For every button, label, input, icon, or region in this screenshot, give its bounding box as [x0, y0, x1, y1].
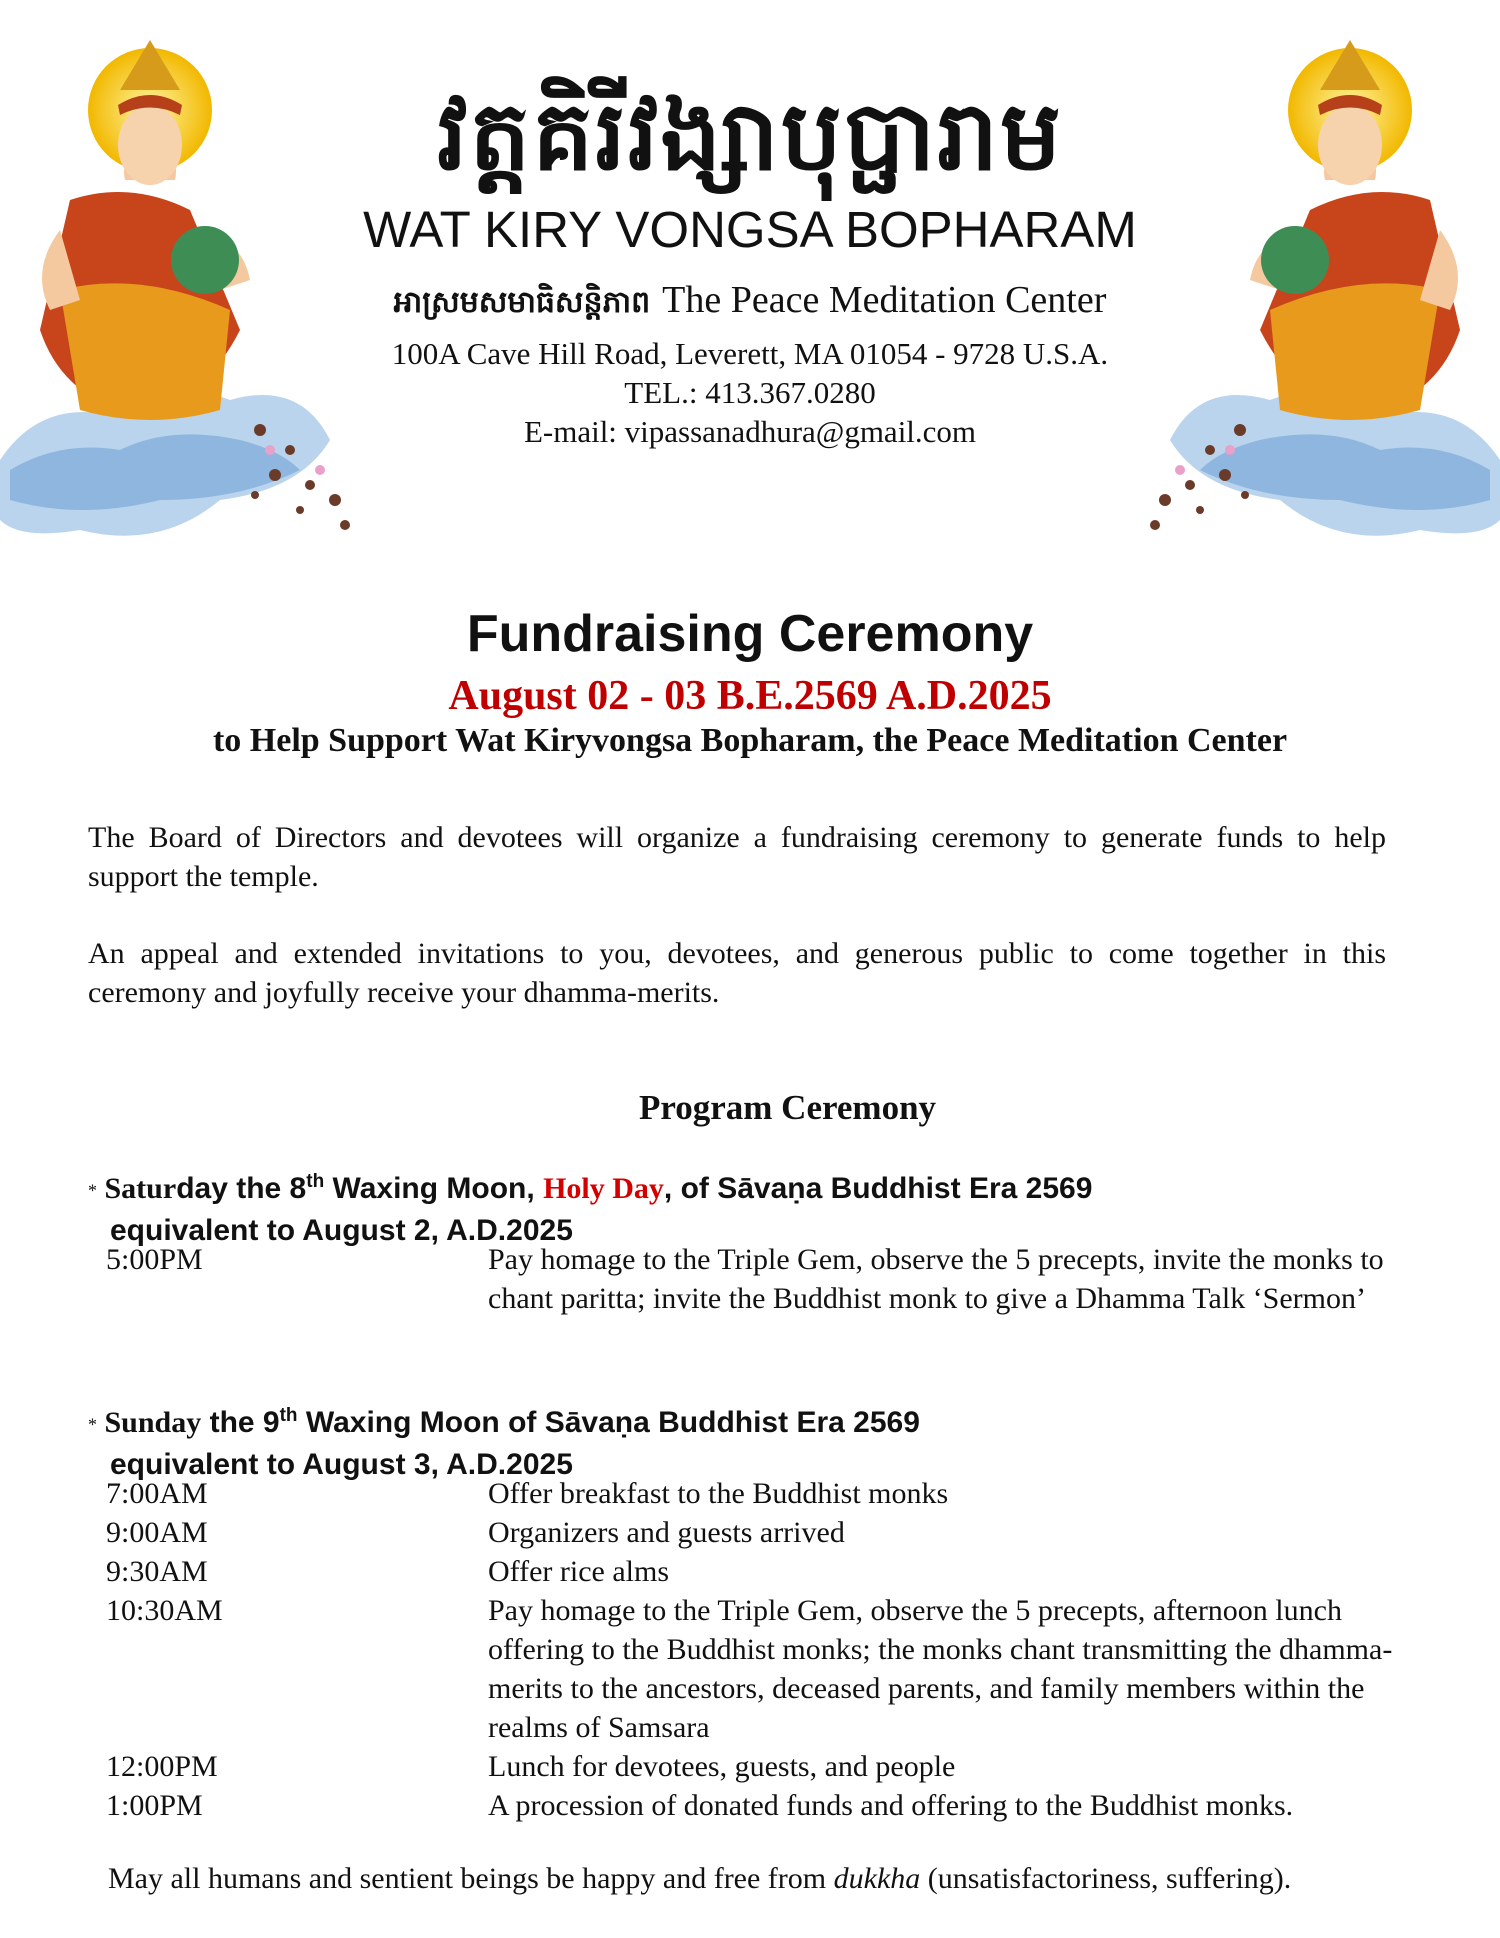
schedule-activity: Pay homage to the Triple Gem, observe the 5 precepts, invite the monks to chant paritta; invite the Buddhist monk to give a Dhamma Talk ‘Sermon’ — [488, 1243, 1384, 1315]
schedule-row — [106, 1552, 1406, 1591]
schedule-row — [106, 1747, 1406, 1786]
holy-day-label: Holy Day — [543, 1172, 664, 1205]
day2-schedule — [106, 1474, 1406, 1825]
schedule-activity: Offer rice alms — [488, 1555, 670, 1588]
day1-moon: Waxing Moon, — [324, 1172, 544, 1205]
schedule-activity: Pay homage to the Triple Gem, observe the 5 precepts, afternoon lunch offering to the Buddhist monks; the monks chant transmitting the dhamma-merits to the ancestors, deceased parents, and family members within the realms of Samsara — [488, 1594, 1393, 1744]
page-title: Fundraising Ceremony — [466, 605, 1034, 663]
center-subtitle — [300, 278, 1200, 327]
schedule-row — [106, 1513, 1406, 1552]
schedule-time: 7:00AM — [106, 1477, 208, 1510]
closing-text: May all humans and sentient beings be happy and free from — [108, 1862, 834, 1895]
schedule-activity: Organizers and guests arrived — [488, 1516, 845, 1549]
temple-name-english: WAT KIRY VONGSA BOPHARAM — [363, 201, 1137, 258]
intro-paragraph-2: An appeal and extended invitations to you, devotees, and generous public to come together in this ceremony and joyfully receive your dhamma-merits. — [88, 937, 1386, 1009]
address: 100A Cave Hill Road, Leverett, MA 01054 - 9728 U.S.A. — [391, 336, 1109, 371]
schedule-row — [106, 1786, 1406, 1825]
closing-definition: (unsatisfactoriness, suffering). — [920, 1862, 1292, 1895]
schedule-row — [106, 1240, 1406, 1318]
closing-term: dukkha — [833, 1862, 921, 1895]
intro-paragraph-1: The Board of Directors and devotees will organize a fundraising ceremony to generate funds to help support the temple. — [88, 821, 1386, 893]
schedule-time: 9:30AM — [106, 1555, 208, 1588]
day2-heading — [88, 1396, 920, 1484]
program-title: Program Ceremony — [638, 1088, 937, 1127]
schedule-activity: A procession of donated funds and offering to the Buddhist monks. — [488, 1789, 1294, 1822]
day2-day-part: Sunday — [104, 1406, 202, 1439]
day1-heading — [88, 1162, 1092, 1250]
schedule-time: 1:00PM — [106, 1789, 203, 1822]
day2-bullet: * — [88, 1414, 97, 1435]
day1-day-part: Satur — [104, 1172, 177, 1205]
schedule-time: 12:00PM — [106, 1750, 218, 1783]
day1-equivalent: equivalent to August 2, A.D.2025 — [110, 1213, 573, 1247]
schedule-time: 10:30AM — [106, 1594, 223, 1627]
day1-bullet: * — [88, 1180, 97, 1201]
center-subtitle-english: The Peace Meditation Center — [662, 279, 1107, 321]
schedule-row — [106, 1474, 1406, 1513]
day1-schedule — [106, 1240, 1406, 1318]
day1-ordinal: th — [306, 1171, 325, 1192]
event-dates: August 02 - 03 B.E.2569 A.D.2025 — [448, 673, 1052, 719]
schedule-time: 5:00PM — [106, 1243, 203, 1276]
temple-name-khmer: វត្តគិរីវង្សាបុប្ផារាម — [436, 80, 1064, 192]
telephone: TEL.: 413.367.0280 — [624, 375, 876, 410]
schedule-activity: Offer breakfast to the Buddhist monks — [488, 1477, 949, 1510]
event-purpose: to Help Support Wat Kiryvongsa Bopharam, the Peace Meditation Center — [212, 722, 1288, 759]
schedule-row — [106, 1591, 1406, 1747]
schedule-activity: Lunch for devotees, guests, and people — [488, 1750, 956, 1783]
day1-era: , of Sāvaṇa Buddhist Era 2569 — [663, 1172, 1093, 1205]
center-subtitle-khmer: អាស្រមសមាធិសន្តិភាព — [393, 285, 651, 320]
day2-equivalent: equivalent to August 3, A.D.2025 — [110, 1447, 573, 1481]
day2-era: Waxing Moon of Sāvaṇa Buddhist Era 2569 — [297, 1406, 920, 1439]
schedule-time: 9:00AM — [106, 1516, 208, 1549]
day1-day-rest: day the 8 — [176, 1172, 307, 1205]
closing-blessing — [108, 1862, 1291, 1896]
day2-ordinal: th — [279, 1405, 298, 1426]
email: E-mail: vipassanadhura@gmail.com — [523, 414, 977, 449]
day2-day-rest: the 9 — [201, 1406, 280, 1439]
